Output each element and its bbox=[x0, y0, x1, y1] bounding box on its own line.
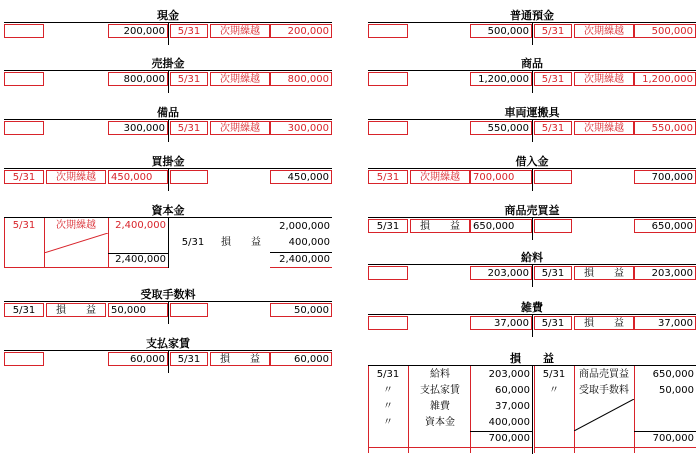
account-yachin bbox=[4, 336, 332, 366]
debit-desc: 損 益 bbox=[46, 303, 106, 317]
account-kyuryo bbox=[368, 250, 696, 280]
account-title: 備品 bbox=[157, 106, 179, 119]
account-urikake bbox=[4, 56, 332, 86]
pl-credit-amt-1: 650,000 bbox=[652, 369, 694, 380]
pl-debit-date-4: 〃 bbox=[383, 417, 393, 428]
credit-amount: 203,000 bbox=[634, 266, 696, 280]
pl-debit-date-2: 〃 bbox=[383, 385, 393, 396]
debit-amount: 500,000 bbox=[470, 24, 532, 38]
credit-desc: 損 益 bbox=[574, 316, 634, 330]
account-title: 支払家賃 bbox=[146, 337, 190, 350]
debit-amount: 37,000 bbox=[470, 316, 532, 330]
pl-debit-amt-2: 60,000 bbox=[495, 385, 530, 396]
account-title: 損 益 bbox=[510, 352, 554, 365]
debit-date-cell bbox=[368, 266, 408, 280]
credit-date-cell bbox=[534, 219, 572, 233]
credit-desc: 次期繰越 bbox=[210, 121, 270, 135]
debit-desc: 次期繰越 bbox=[46, 170, 106, 184]
credit-amount: 500,000 bbox=[634, 24, 696, 38]
debit-desc: 次期繰越 bbox=[56, 220, 96, 231]
credit-desc: 損 益 bbox=[221, 237, 261, 248]
credit-amount: 37,000 bbox=[634, 316, 696, 330]
cancel-diagonal bbox=[574, 399, 634, 431]
debit-date: 5/31 bbox=[4, 170, 44, 184]
debit-amount: 300,000 bbox=[108, 121, 168, 135]
debit-desc: 次期繰越 bbox=[410, 170, 470, 184]
credit-desc: 次期繰越 bbox=[574, 24, 634, 38]
debit-amount: 800,000 bbox=[108, 72, 168, 86]
credit-date: 5/31 bbox=[534, 24, 572, 38]
pl-debit-desc-3: 雑費 bbox=[430, 401, 450, 412]
pl-debit-date-3: 〃 bbox=[383, 401, 393, 412]
account-title: 普通預金 bbox=[510, 9, 554, 22]
account-tesuryo bbox=[4, 287, 332, 317]
debit-amount: 550,000 bbox=[470, 121, 532, 135]
credit-date: 5/31 bbox=[170, 72, 208, 86]
credit-desc: 次期繰越 bbox=[210, 24, 270, 38]
pl-credit-desc-2: 受取手数料 bbox=[579, 385, 629, 396]
account-kaikake bbox=[4, 154, 332, 184]
debit-date-cell bbox=[368, 316, 408, 330]
account-cash bbox=[4, 8, 332, 38]
account-title: 車両運搬具 bbox=[504, 106, 560, 119]
debit-amount: 700,000 bbox=[470, 170, 532, 184]
debit-desc: 損 益 bbox=[410, 219, 470, 233]
pl-credit-desc-1: 商品売買益 bbox=[579, 369, 629, 380]
debit-date-cell bbox=[368, 121, 408, 135]
account-title: 売掛金 bbox=[151, 57, 185, 70]
pl-debit-amt-1: 203,000 bbox=[488, 369, 530, 380]
credit-amount-1: 2,000,000 bbox=[279, 221, 330, 232]
credit-desc: 損 益 bbox=[210, 352, 270, 366]
account-uriage bbox=[368, 203, 696, 233]
account-title: 商品 bbox=[521, 57, 543, 70]
credit-amount: 50,000 bbox=[270, 303, 332, 317]
credit-desc: 次期繰越 bbox=[210, 72, 270, 86]
account-title: 給料 bbox=[521, 251, 543, 264]
account-title: 受取手数料 bbox=[140, 288, 196, 301]
pl-debit-date-1: 5/31 bbox=[376, 369, 400, 380]
account-title: 商品売買益 bbox=[504, 204, 560, 217]
credit-amount: 1,200,000 bbox=[634, 72, 696, 86]
debit-amount: 203,000 bbox=[470, 266, 532, 280]
credit-date-cell bbox=[170, 170, 208, 184]
account-title: 資本金 bbox=[151, 204, 185, 217]
pl-credit-date-2: 〃 bbox=[549, 385, 559, 396]
credit-date: 5/31 bbox=[170, 352, 208, 366]
credit-date: 5/31 bbox=[181, 237, 205, 248]
account-pl bbox=[368, 351, 696, 455]
credit-amount: 300,000 bbox=[270, 121, 332, 135]
pl-credit-total: 700,000 bbox=[652, 433, 694, 444]
debit-date-cell bbox=[368, 24, 408, 38]
credit-total: 2,400,000 bbox=[279, 254, 330, 265]
credit-desc: 次期繰越 bbox=[574, 121, 634, 135]
account-bihin bbox=[4, 105, 332, 135]
pl-debit-desc-2: 支払家賃 bbox=[420, 385, 460, 396]
debit-date: 5/31 bbox=[4, 303, 44, 317]
credit-amount: 200,000 bbox=[270, 24, 332, 38]
credit-date: 5/31 bbox=[170, 24, 208, 38]
credit-amount: 700,000 bbox=[634, 170, 696, 184]
account-kariire bbox=[368, 154, 696, 184]
account-title: 借入金 bbox=[515, 155, 549, 168]
pl-debit-amt-3: 37,000 bbox=[495, 401, 530, 412]
credit-desc: 損 益 bbox=[574, 266, 634, 280]
credit-amount-2: 400,000 bbox=[288, 237, 330, 248]
debit-date-cell bbox=[4, 24, 44, 38]
debit-amount: 2,400,000 bbox=[115, 220, 166, 231]
debit-date-cell bbox=[4, 72, 44, 86]
pl-debit-desc-1: 給料 bbox=[430, 369, 450, 380]
account-shihon bbox=[4, 203, 332, 267]
pl-credit-amt-2: 50,000 bbox=[659, 385, 694, 396]
pl-credit-date-1: 5/31 bbox=[542, 369, 566, 380]
pl-debit-amt-4: 400,000 bbox=[488, 417, 530, 428]
debit-date-cell bbox=[368, 72, 408, 86]
credit-date: 5/31 bbox=[534, 266, 572, 280]
account-sharyo bbox=[368, 105, 696, 135]
credit-amount: 800,000 bbox=[270, 72, 332, 86]
debit-date: 5/31 bbox=[368, 219, 408, 233]
credit-amount: 450,000 bbox=[270, 170, 332, 184]
credit-date: 5/31 bbox=[534, 316, 572, 330]
account-shohin bbox=[368, 56, 696, 86]
credit-amount: 60,000 bbox=[270, 352, 332, 366]
credit-date: 5/31 bbox=[170, 121, 208, 135]
credit-date-cell bbox=[170, 303, 208, 317]
pl-debit-total: 700,000 bbox=[488, 433, 530, 444]
credit-date: 5/31 bbox=[534, 72, 572, 86]
debit-total: 2,400,000 bbox=[115, 254, 166, 265]
credit-amount: 650,000 bbox=[634, 219, 696, 233]
cancel-diagonal bbox=[44, 233, 108, 253]
pl-debit-desc-4: 資本金 bbox=[425, 417, 455, 428]
debit-amount: 60,000 bbox=[108, 352, 168, 366]
credit-date: 5/31 bbox=[534, 121, 572, 135]
debit-date: 5/31 bbox=[12, 220, 36, 231]
account-title: 現金 bbox=[157, 9, 179, 22]
credit-amount: 550,000 bbox=[634, 121, 696, 135]
debit-date-cell bbox=[4, 121, 44, 135]
account-zappi bbox=[368, 300, 696, 330]
account-title: 雑費 bbox=[521, 301, 543, 314]
debit-amount: 1,200,000 bbox=[470, 72, 532, 86]
debit-amount: 450,000 bbox=[108, 170, 168, 184]
account-futsuu bbox=[368, 8, 696, 38]
debit-amount: 650,000 bbox=[470, 219, 532, 233]
debit-date: 5/31 bbox=[368, 170, 408, 184]
debit-amount: 200,000 bbox=[108, 24, 168, 38]
credit-desc: 次期繰越 bbox=[574, 72, 634, 86]
account-title: 買掛金 bbox=[151, 155, 185, 168]
credit-date-cell bbox=[534, 170, 572, 184]
debit-date-cell bbox=[4, 352, 44, 366]
debit-amount: 50,000 bbox=[108, 303, 168, 317]
